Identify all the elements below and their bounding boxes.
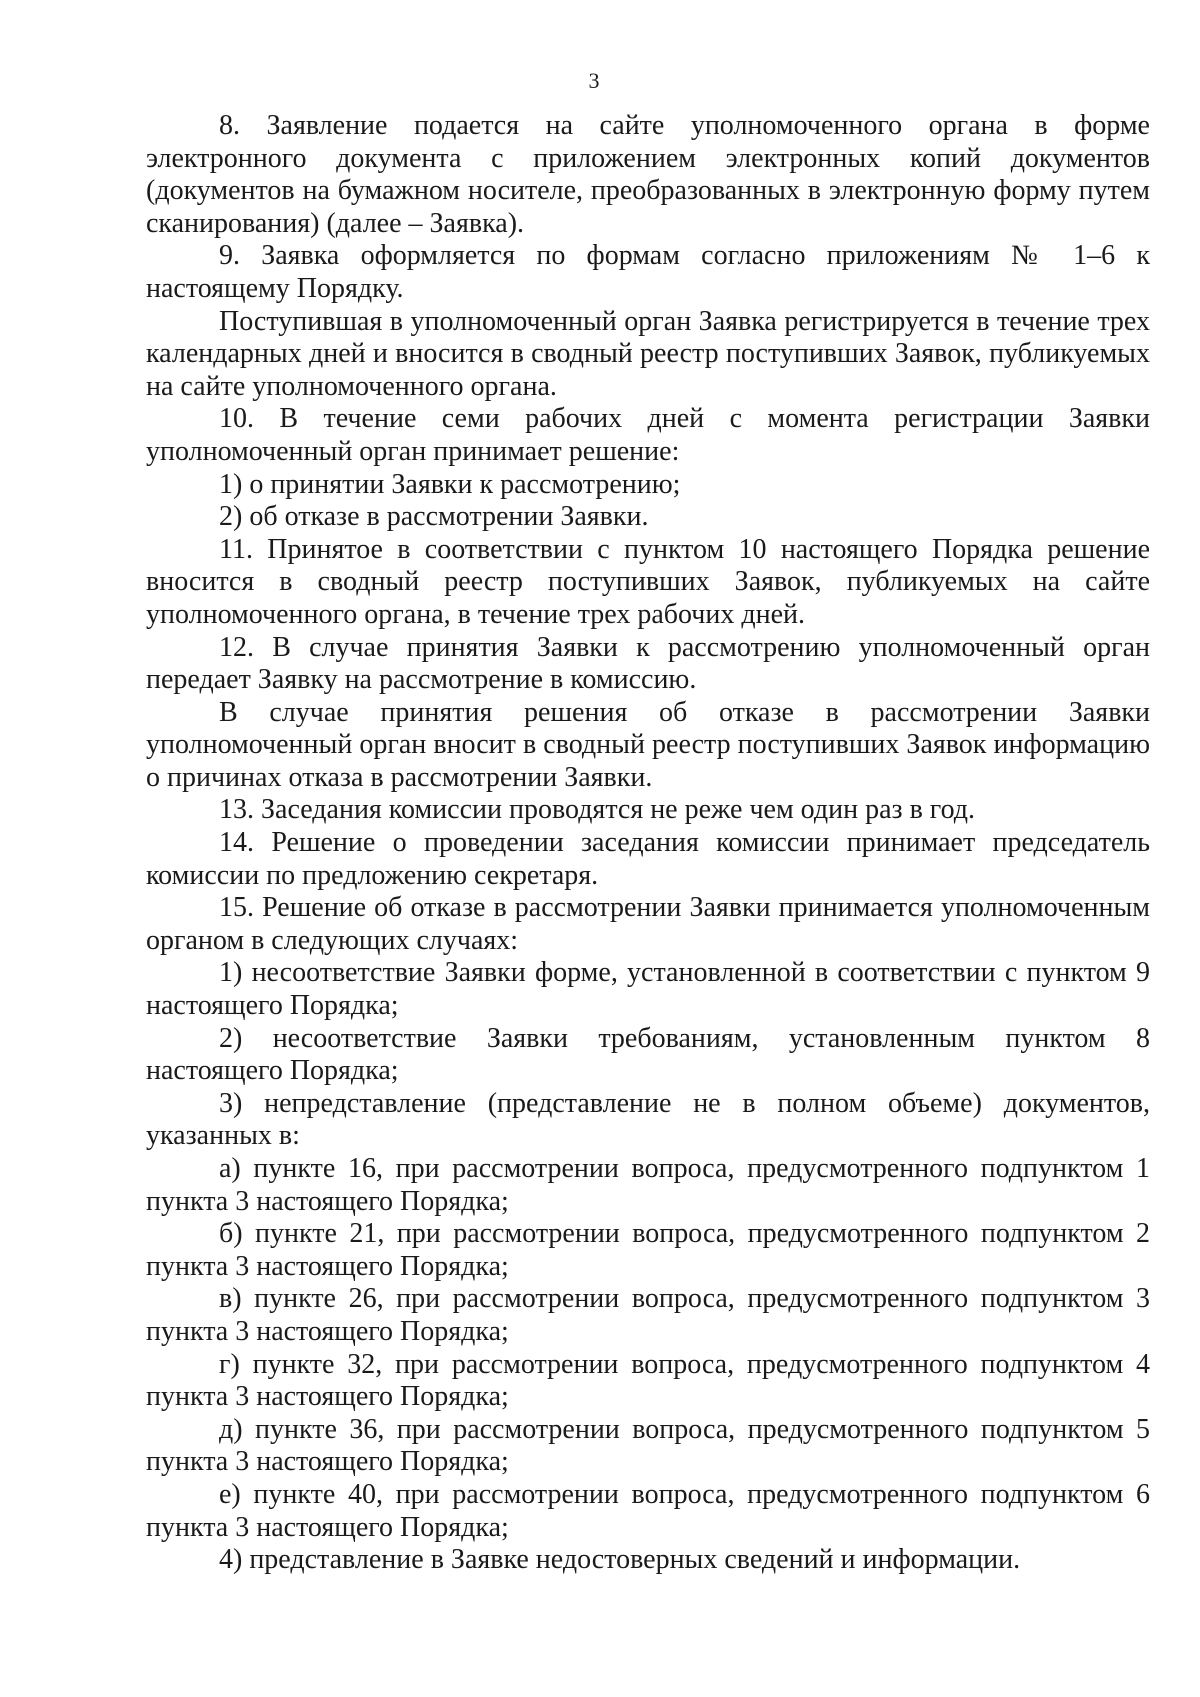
- paragraph-14-chairman: 14. Решение о проведении заседания комиссии принимает председатель комиссии по предложению секретаря.: [146, 827, 1150, 891]
- list-item-missing-documents: 3) непредставление (представление не в полном объеме) документов, указанных в:: [146, 1087, 1150, 1152]
- paragraph-13-meetings: 13. Заседания комиссии проводятся не реже чем один раз в год.: [219, 794, 976, 826]
- list-item-requirements-mismatch: 2) несоответствие Заявки требованиям, установленным пунктом 8 настоящего Порядка;: [146, 1022, 1150, 1087]
- sub-item-e: е) пункте 40, при рассмотрении вопроса, предусмотренного подпунктом 6 пункта 3 настоящего Порядка;: [146, 1478, 1150, 1543]
- paragraph-11-registry: 11. Принятое в соответствии с пунктом 10 настоящего Порядка решение вносится в сводный реестр поступивших Заявок, публикуемых на сайте уполномоченного органа, в течение трех рабочих дней.: [146, 533, 1150, 630]
- sub-item-d: д) пункте 36, при рассмотрении вопроса, предусмотренного подпунктом 5 пункта 3 настоящего Порядка;: [146, 1413, 1150, 1478]
- paragraph-refusal-info: В случае принятия решения об отказе в рассмотрении Заявки уполномоченный орган вносит в сводный реестр поступивших Заявок информацию о причинах отказа в рассмотрении Заявки.: [146, 696, 1150, 793]
- paragraph-10-decision: 10. В течение семи рабочих дней с момента регистрации Заявки уполномоченный орган принимает решение:: [146, 403, 1150, 467]
- list-item-form-mismatch: 1) несоответствие Заявки форме, установленной в соответствии с пунктом 9 настоящего Порядка;: [146, 957, 1150, 1022]
- sub-item-v: в) пункте 26, при рассмотрении вопроса, предусмотренного подпунктом 3 пункта 3 настоящего Порядка;: [146, 1283, 1150, 1347]
- paragraph-registration: Поступившая в уполномоченный орган Заявка регистрируется в течение трех календарных дней и вносится в сводный реестр поступивших Заявок, публикуемых на сайте уполномоченного органа.: [146, 305, 1150, 402]
- page-number: 3: [588, 68, 600, 93]
- list-item-accept: 1) о принятии Заявки к рассмотрению;: [219, 468, 681, 500]
- sub-item-a: а) пункте 16, при рассмотрении вопроса, предусмотренного подпунктом 1 пункта 3 настоящего Порядка;: [146, 1153, 1150, 1217]
- list-item-false-info: 4) представление в Заявке недостоверных сведений и информации.: [219, 1544, 1021, 1576]
- list-item-refuse: 2) об отказе в рассмотрении Заявки.: [219, 501, 649, 533]
- paragraph-15-refusal-cases: 15. Решение об отказе в рассмотрении Заявки принимается уполномоченным органом в следующих случаях:: [146, 892, 1150, 956]
- sub-item-g: г) пункте 32, при рассмотрении вопроса, предусмотренного подпунктом 4 пункта 3 настоящего Порядка;: [146, 1348, 1150, 1413]
- document-body: [146, 110, 1150, 1577]
- sub-item-b: б) пункте 21, при рассмотрении вопроса, предусмотренного подпунктом 2 пункта 3 настоящего Порядка;: [146, 1218, 1150, 1282]
- paragraph-12-commission: 12. В случае принятия Заявки к рассмотрению уполномоченный орган передает Заявку на рассмотрение в комиссию.: [146, 631, 1150, 696]
- paragraph-9-forms: 9. Заявка оформляется по формам согласно приложениям № 1–6 к настоящему Порядку.: [146, 240, 1150, 304]
- paragraph-8-submission: 8. Заявление подается на сайте уполномоченного органа в форме электронного документа с приложением электронных копий документов (документов на бумажном носителе, преобразованных в электронную форму путем сканирования) (далее – Заявка).: [146, 110, 1150, 239]
